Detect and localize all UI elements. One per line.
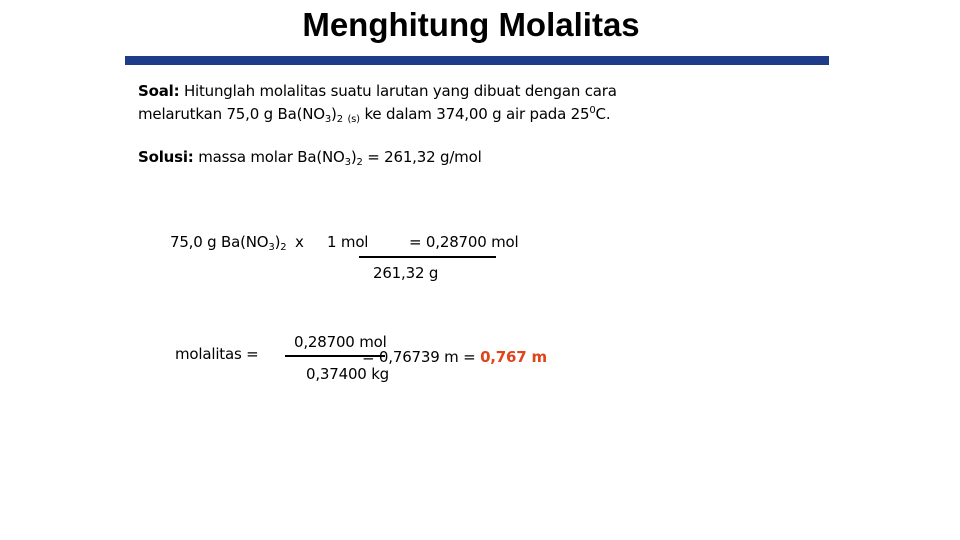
calc1-result: = 0,28700 mol — [409, 233, 519, 251]
subscript: 3 — [344, 157, 351, 168]
page-title: Menghitung Molalitas — [302, 6, 640, 43]
solusi-line — [138, 148, 482, 168]
subscript: 2 — [356, 157, 363, 168]
calc1-left — [170, 233, 304, 253]
soal-line-2 — [138, 105, 610, 125]
paren: ) — [274, 233, 281, 251]
calc2-denominator: 0,37400 kg — [306, 365, 390, 383]
solusi-text-start: massa molar Ba(NO — [198, 148, 345, 166]
subscript: 3 — [268, 242, 275, 253]
calc2-result-text: = 0,76739 m = — [362, 348, 476, 366]
calc1-numerator: 1 mol — [327, 233, 369, 251]
soal-text-2-start: melarutkan 75,0 g Ba(NO — [138, 105, 325, 123]
soal-line-1 — [138, 82, 617, 100]
soal-label: Soal: — [138, 82, 180, 100]
paren: ) — [350, 148, 357, 166]
soal-text-1: Hitunglah molalitas suatu larutan yang dibuat dengan cara — [183, 82, 617, 100]
subscript: 3 — [324, 114, 332, 125]
subscript: 2 — [336, 114, 343, 125]
final-answer: 0,767 m — [480, 348, 547, 366]
soal-text-2-mid: ke dalam 374,00 g air pada 25 — [364, 105, 590, 123]
paren: ) — [331, 105, 337, 123]
calc2-numerator: 0,28700 mol — [294, 333, 387, 351]
title-underline-bar — [125, 56, 829, 65]
solusi-text-end: = 261,32 g/mol — [367, 148, 482, 166]
calc1-denominator: 261,32 g — [373, 264, 439, 282]
degree-superscript: 0 — [589, 105, 596, 116]
state-subscript: (s) — [347, 114, 360, 125]
soal-text-2-end: C. — [595, 105, 611, 123]
solusi-label: Solusi: — [138, 148, 194, 166]
molalitas-label: molalitas = — [175, 345, 259, 363]
times-sign: x — [295, 233, 304, 251]
subscript: 2 — [280, 242, 287, 253]
calc1-mass: 75,0 g Ba(NO — [170, 233, 269, 251]
calc2-result — [362, 348, 547, 366]
calc1-fraction-line — [359, 256, 496, 258]
